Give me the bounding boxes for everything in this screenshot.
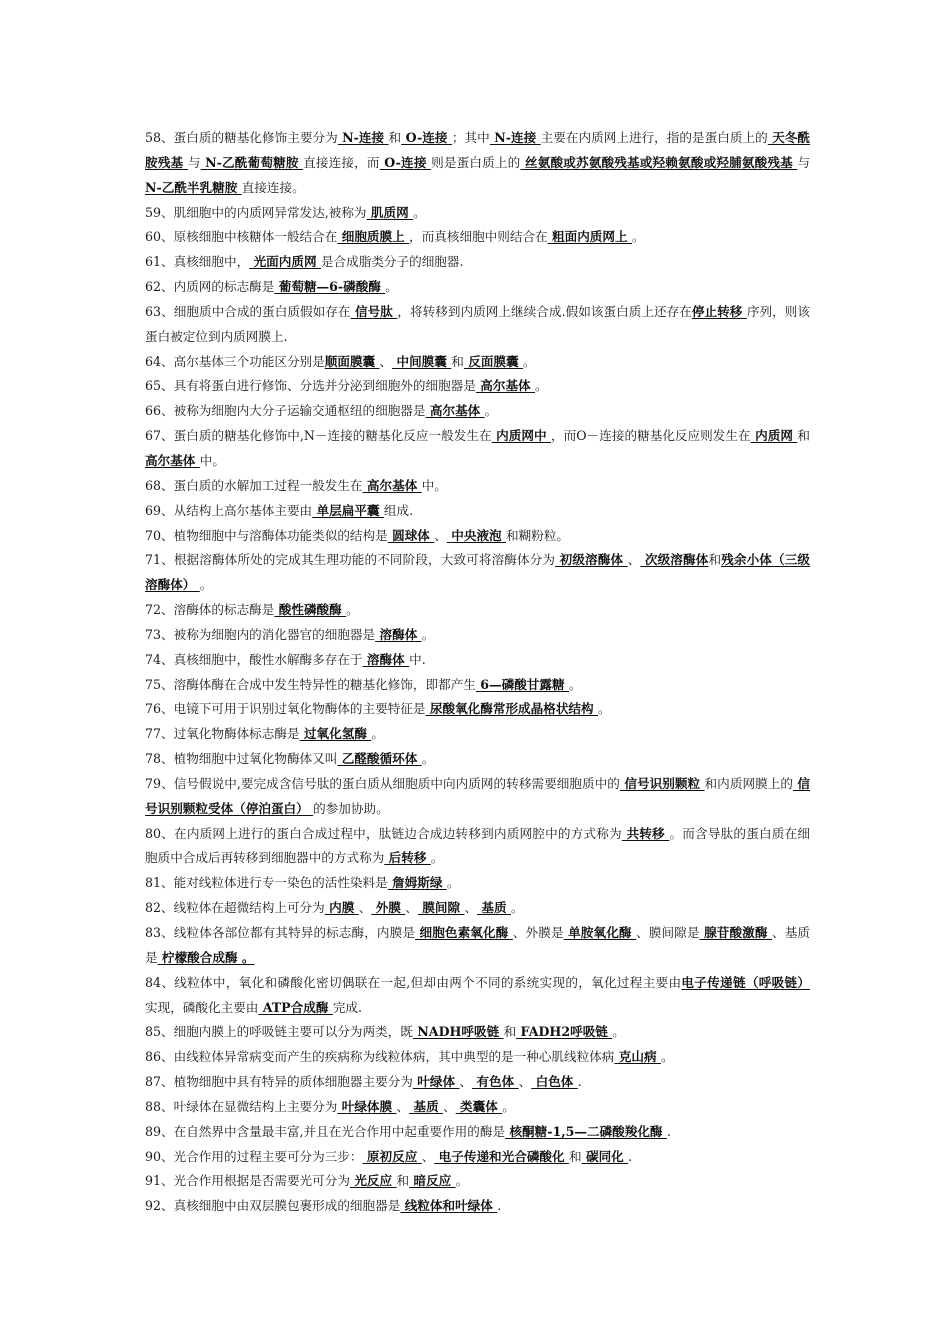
question-text: 87、植物细胞中具有特异的质体细胞器主要分为	[145, 1074, 413, 1090]
question-text: 的参加协助。	[313, 800, 389, 816]
answer-blank: N-连接	[337, 130, 389, 145]
question-text: 、	[379, 353, 393, 369]
answer-blank: 柠檬酸合成酶 。	[157, 949, 255, 965]
question-item	[145, 275, 810, 300]
question-item	[145, 300, 810, 350]
answer-blank: N-乙酰葡萄糖胺	[200, 154, 304, 170]
question-text: 、	[405, 900, 418, 916]
question-item	[145, 1095, 810, 1120]
question-text: 58、蛋白质的糖基化修饰主要分为	[145, 130, 338, 145]
question-text: 、	[434, 527, 447, 543]
question-item	[145, 598, 810, 623]
answer-blank: 酸性磷酸酶	[274, 602, 347, 618]
question-text: 65、具有将蛋白进行修饰、分选并分泌到细胞外的细胞器是	[145, 378, 476, 394]
answer-blank: O-连接	[379, 154, 432, 170]
answer-blank: 内质网	[750, 428, 798, 444]
question-text: 、外膜是	[512, 925, 564, 940]
question-text: 72、溶酶体的标志酶是	[145, 602, 275, 618]
question-item	[145, 747, 810, 772]
question-text: 。	[660, 1049, 674, 1065]
answer-blank: 高尔基体	[475, 378, 536, 394]
answer-blank: 单胺氧化酶	[563, 925, 637, 940]
question-item	[145, 374, 810, 399]
question-text: 77、过氧化物酶体标志酶是	[145, 726, 300, 742]
question-item	[145, 871, 810, 896]
answer-blank: 白色体	[531, 1074, 578, 1090]
question-text: 84、线粒体中，氧化和磷酸化密切偶联在一起,但却由两个不同的系统实现的，氧化过程主要由	[145, 974, 682, 990]
answer-blank: 腺苷酸激酶	[699, 925, 773, 940]
question-text: 。	[455, 1173, 469, 1189]
question-text: 79、信号假说中,要完成含信号肽的蛋白质从细胞质中向内质网的转移需要细胞质中的	[145, 775, 620, 791]
question-text: 中。	[421, 477, 447, 493]
question-item	[145, 1120, 810, 1145]
question-text: 和	[797, 428, 810, 444]
answer-blank: 信号识别颗粒	[619, 775, 705, 791]
answer-blank: 溶酶体	[362, 651, 410, 667]
answer-blank: 有色体	[472, 1074, 519, 1090]
question-text: .	[577, 1074, 582, 1090]
question-text: 83、线粒体各部位都有其特异的标志酶，内膜是	[145, 925, 416, 940]
answer-blank: N-连接	[489, 130, 541, 145]
answer-blank: 高尔基体	[145, 452, 200, 468]
question-text: 76、电镜下可用于识别过氧化物酶体的主要特征是	[145, 701, 426, 717]
answer-blank: 基质	[409, 1098, 444, 1114]
question-text: 92、真核细胞中由双层膜包裹形成的细胞器是	[145, 1198, 401, 1214]
question-text: 、	[396, 1098, 410, 1114]
question-item	[145, 1070, 810, 1095]
question-text: 66、被称为细胞内大分子运输交通枢纽的细胞器是	[145, 403, 426, 419]
answer-blank: 尿酸氧化酶常形成晶格状结构	[425, 701, 598, 717]
question-item	[145, 350, 810, 375]
question-item	[145, 896, 810, 921]
question-text: 是合成脂类分子的细胞器.	[320, 254, 464, 270]
answer-blank: 类囊体	[455, 1098, 503, 1114]
question-text: 和糊粉粒。	[506, 527, 569, 543]
question-item	[145, 1020, 810, 1045]
question-item	[145, 424, 810, 474]
answer-blank: 暗反应	[409, 1173, 456, 1189]
question-text: 。	[346, 602, 359, 618]
question-text: 中。	[199, 452, 225, 468]
question-text: 78、植物细胞中过氧化物酶体又叫	[145, 751, 338, 767]
answer-blank: 原初反应	[362, 1148, 422, 1164]
question-text: .	[666, 1123, 671, 1139]
question-text: 。	[598, 701, 611, 717]
question-text: 。	[199, 577, 213, 593]
question-text: 、	[358, 900, 372, 916]
question-text: 和内质网膜上的	[704, 775, 793, 791]
question-text: .	[497, 1198, 502, 1214]
question-text: 、	[443, 1098, 456, 1114]
question-text: 。	[612, 1024, 625, 1040]
question-text: 。	[511, 900, 524, 916]
question-item	[145, 474, 810, 499]
question-text: 75、溶酶体酶在合成中发生特异性的糖基化修饰，即都产生	[145, 676, 476, 692]
question-text: 69、从结构上高尔基体主要由	[145, 502, 313, 518]
question-text: 。	[446, 875, 460, 891]
answer-blank: O-连接	[401, 130, 452, 145]
question-text: 68、蛋白质的水解加工过程一般发生在	[145, 477, 363, 493]
question-text: 82、线粒体在超微结构上可分为	[145, 900, 325, 916]
question-text: 。	[523, 353, 536, 369]
answer-blank: FADH2呼吸链	[516, 1024, 613, 1040]
answer-blank: 6—磷酸甘露糖	[475, 676, 569, 692]
question-item	[145, 623, 810, 648]
question-text: 、	[627, 552, 641, 568]
question-text: ，将转移到内质网上继续合成.假如该蛋白质上还存在	[397, 303, 692, 319]
question-item	[145, 524, 810, 549]
question-text: 、	[459, 1074, 473, 1090]
question-text: 、膜间隙是	[636, 925, 700, 940]
question-text: ，而O－连接的糖基化反应则发生在	[551, 428, 751, 444]
question-text: 。	[484, 403, 498, 419]
answer-blank: 光反应	[349, 1173, 397, 1189]
answer-blank: 膜间隙	[417, 900, 465, 916]
answer-blank: 中央液泡	[446, 527, 507, 543]
answer-blank: ATP合成酶	[258, 999, 333, 1015]
answer-blank: 次级溶酶体	[640, 552, 709, 568]
answer-blank: 顺面膜囊	[324, 353, 380, 369]
answer-blank: 外膜	[371, 900, 406, 916]
answer-blank: NADH呼吸链	[412, 1024, 504, 1040]
answer-blank: 电子传递和光合磷酸化	[434, 1148, 569, 1164]
question-text: 序列，则该蛋白被定位到内质网膜上.	[145, 303, 810, 344]
question-item	[145, 201, 810, 226]
question-text: 、	[421, 1148, 435, 1164]
question-text: ，而真核细胞中则结合在	[409, 229, 548, 245]
question-item	[145, 697, 810, 722]
answer-blank: 信号肽	[350, 303, 398, 319]
question-text: 70、植物细胞中与溶酶体功能类似的结构是	[145, 527, 388, 543]
question-text: 、	[464, 900, 478, 916]
question-text: 。	[568, 676, 582, 692]
answer-blank: 过氧化氢酶	[299, 726, 372, 742]
question-text: 则是蛋白质上的	[431, 154, 521, 170]
question-text: 和	[451, 353, 464, 369]
question-text: 64、高尔基体三个功能区分别是	[145, 353, 325, 369]
question-text: 80、在内质网上进行的蛋白合成过程中，肽链边合成边转移到内质网腔中的方式称为	[145, 825, 622, 841]
answer-blank: 溶酶体	[375, 626, 422, 642]
answer-blank: 内质网中	[491, 428, 551, 444]
answer-blank: 单层扁平囊	[312, 502, 384, 518]
answer-blank: 乙醛酸循环体	[337, 751, 422, 767]
answer-blank: 基质	[477, 900, 511, 916]
question-text: 组成.	[383, 502, 414, 518]
question-text: ；其中	[451, 130, 490, 145]
question-text: 和	[396, 1173, 410, 1189]
answer-blank: 叶绿体膜	[337, 1098, 397, 1114]
question-text: 74、真核细胞中，酸性水解酶多存在于	[145, 651, 363, 667]
question-text: 和	[569, 1148, 582, 1164]
question-text: 中.	[409, 651, 426, 667]
question-text: 、	[518, 1074, 532, 1090]
question-text: 63、细胞质中合成的蛋白质假如存在	[145, 303, 351, 319]
question-text: 62、内质网的标志酶是	[145, 279, 275, 295]
question-text: 85、细胞内膜上的呼吸链主要可以分为两类，既	[145, 1024, 413, 1040]
answer-blank: 初级溶酶体	[555, 552, 628, 568]
question-text: 、基质是	[145, 925, 811, 965]
answer-blank: 丝氨酸或苏氨酸残基或羟赖氨酸或羟脯氨酸残基	[520, 154, 798, 170]
question-item	[145, 648, 810, 673]
question-text: 67、蛋白质的糖基化修饰中,N－连接的糖基化反应一般发生在	[145, 428, 492, 444]
question-text: 。	[385, 279, 398, 295]
answer-blank: 叶绿体	[412, 1074, 460, 1090]
answer-blank: 核酮糖-1,5—二磷酸羧化酶	[505, 1123, 667, 1139]
answer-blank: 粗面内质网上	[547, 229, 632, 245]
question-item	[145, 1045, 810, 1070]
question-text: 61、真核细胞中，	[145, 254, 250, 270]
question-list	[145, 126, 810, 1219]
answer-blank: 残余小体（三级溶酶体）	[145, 552, 811, 593]
question-item	[145, 548, 810, 598]
question-item	[145, 1169, 810, 1194]
question-item	[145, 499, 810, 524]
answer-blank: N-乙酰半乳糖胺	[145, 179, 242, 195]
answer-blank: 内膜	[324, 900, 359, 916]
answer-blank: 细胞色素氧化酶	[415, 925, 513, 940]
question-text: 。	[502, 1098, 515, 1114]
question-text: 与	[187, 154, 201, 170]
question-item	[145, 921, 810, 971]
answer-blank: 詹姆斯绿	[387, 875, 447, 891]
question-text: 89、在自然界中含量最丰富,并且在光合作用中起重要作用的酶是	[145, 1123, 506, 1139]
question-item	[145, 822, 810, 872]
question-item	[145, 1194, 810, 1219]
question-item	[145, 1145, 810, 1170]
question-text: 完成.	[332, 999, 363, 1015]
question-text: .	[628, 1148, 633, 1164]
question-text: 。	[371, 726, 384, 742]
answer-blank: 碳同化	[581, 1148, 629, 1164]
answer-blank: 电子传递链（呼吸链）	[681, 974, 811, 990]
question-text: 主要在内质网上进行，指的是蛋白质上的	[540, 130, 768, 145]
question-text: 和	[503, 1024, 517, 1040]
question-text: 60、原核细胞中核糖体一般结合在	[145, 229, 338, 245]
question-item	[145, 126, 810, 201]
answer-blank: 线粒体和叶绿体	[400, 1198, 498, 1214]
answer-blank: 圆球体	[387, 527, 435, 543]
answer-blank: 克山病	[614, 1049, 661, 1065]
question-text: 。	[421, 751, 435, 767]
question-item	[145, 250, 810, 275]
answer-blank: 光面内质网	[249, 254, 321, 270]
answer-blank: 肌质网	[366, 204, 414, 220]
question-text: 实现，磷酸化主要由	[145, 999, 259, 1015]
answer-blank: 高尔基体	[362, 477, 422, 493]
question-item	[145, 399, 810, 424]
question-text: 。	[413, 204, 426, 220]
answer-blank: 高尔基体	[425, 403, 485, 419]
question-item	[145, 673, 810, 698]
question-text: 。	[421, 626, 435, 642]
answer-blank: 天冬酰胺残基	[145, 130, 811, 170]
question-text: 91、光合作用根据是否需要光可分为	[145, 1173, 350, 1189]
answer-blank: 反面膜囊	[463, 353, 524, 369]
question-text: 。	[430, 850, 444, 866]
answer-blank: 后转移	[384, 850, 431, 866]
question-item	[145, 722, 810, 747]
question-text: 直接连接，而	[303, 154, 380, 170]
answer-blank: 细胞质膜上	[337, 229, 410, 245]
answer-blank: 共转移	[621, 825, 670, 841]
question-text: 。	[535, 378, 548, 394]
question-text: 81、能对线粒体进行专一染色的活性染料是	[145, 875, 388, 891]
question-text: 和	[708, 552, 722, 568]
question-text: 。	[631, 229, 645, 245]
question-text: 59、肌细胞中的内质网异常发达,被称为	[145, 204, 367, 220]
answer-blank: 葡萄糖—6-磷酸酶	[274, 279, 386, 295]
question-text: 直接连接。	[241, 179, 305, 195]
question-text: 71、根据溶酶体所处的完成其生理功能的不同阶段，大致可将溶酶体分为	[145, 552, 556, 568]
answer-blank: 信号识别颗粒受体（停泊蛋白）	[145, 775, 811, 816]
question-text: 88、叶绿体在显微结构上主要分为	[145, 1098, 338, 1114]
question-text: 。而含导肽的蛋白质在细胞质中合成后再转移到细胞器中的方式称为	[145, 825, 810, 866]
question-text: 与	[797, 154, 811, 170]
answer-blank: 停止转移	[691, 303, 747, 319]
question-item	[145, 971, 810, 1021]
question-text: 90、光合作用的过程主要可分为三步：	[145, 1148, 363, 1164]
question-text: 和	[388, 130, 402, 145]
question-text: 86、由线粒体异常病变而产生的疾病称为线粒体病，其中典型的是一种心肌线粒体病	[145, 1049, 615, 1065]
answer-blank: 中间膜囊	[392, 353, 452, 369]
question-item	[145, 772, 810, 822]
question-text: 73、被称为细胞内的消化器官的细胞器是	[145, 626, 376, 642]
question-item	[145, 225, 810, 250]
